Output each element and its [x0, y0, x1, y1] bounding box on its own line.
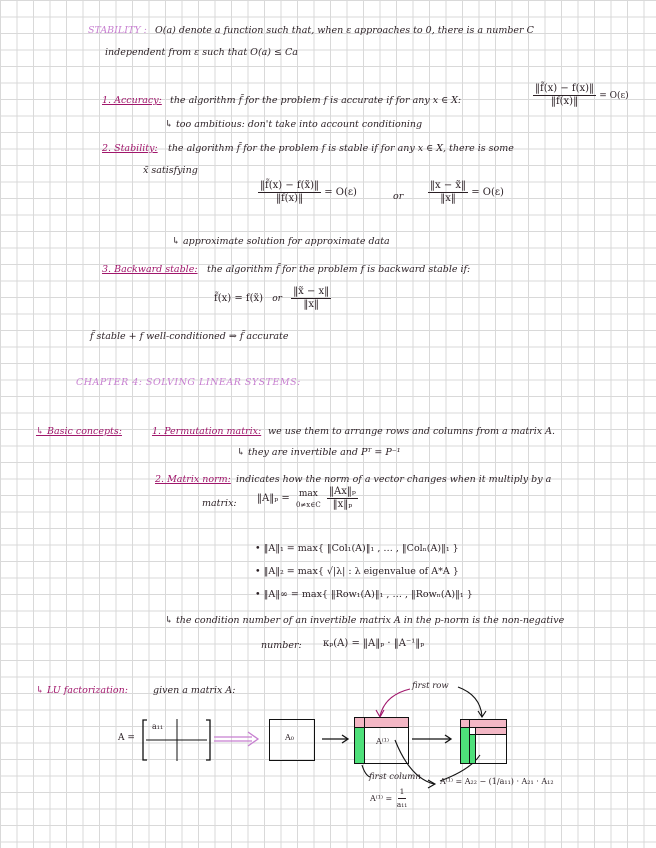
- condition-text-2: number:: [261, 640, 302, 651]
- matrix-norm-text: indicates how the norm of a vector changes when it multiply by a: [236, 474, 552, 485]
- lu-right-box: [460, 719, 507, 764]
- permutation-note: ↳ they are invertible and Pᵀ = P⁻¹: [237, 447, 401, 458]
- accuracy-note: ↳ too ambitious: don't take into account conditioning: [165, 119, 423, 130]
- stability-text-2: x̃ satisfying: [143, 165, 198, 176]
- backward-denominator: ‖x‖: [303, 299, 319, 310]
- stability-denominator-2: ‖x‖: [440, 193, 456, 204]
- condition-text: ↳ the condition number of an invertible matrix A in the p-norm is the non-negative: [165, 615, 565, 626]
- backward-or: or: [272, 294, 282, 304]
- stability-definition-line2: independent from ε such that O(a) ≤ Ca: [105, 47, 298, 58]
- norm-denominator: ‖x‖ₚ: [332, 499, 353, 510]
- lu-col-formula-lhs: A⁽¹⁾ =: [370, 794, 393, 803]
- lu-column-formula: [370, 786, 409, 811]
- lu-first-row-label: first row: [412, 681, 449, 691]
- stability-label: 2. Stability:: [102, 143, 158, 154]
- matrix-norm-text-2: matrix:: [202, 498, 237, 509]
- backward-lhs: f̃(x) = f(x̃): [214, 293, 264, 304]
- accuracy-numerator: ‖f̃(x) − f(x)‖: [535, 83, 595, 94]
- lu-col-formula-num: 1: [398, 786, 407, 799]
- norm-bullet-2: • ‖A‖₂ = max{ √|λ| : λ eigenvalue of A*A }: [255, 566, 459, 577]
- stability-denominator-1: ‖f(x)‖: [275, 193, 304, 204]
- stability-or: or: [393, 191, 404, 202]
- accuracy-label: 1. Accuracy:: [102, 95, 162, 106]
- stability-definition-line1: O(a) denote a function such that, when ε approaches to 0, there is a number C: [155, 25, 534, 36]
- backward-text: the algorithm f̃ for the problem f is backward stable if:: [207, 264, 471, 275]
- matrix-norm-label: 2. Matrix norm:: [155, 474, 231, 485]
- accuracy-denominator: ‖f(x)‖: [550, 96, 579, 107]
- lu-schur-formula: A⁽¹⁾ = A₂₂ − (1/a₁₁) · A₂₁ · A₁₂: [440, 777, 554, 786]
- lu-col-formula-den: a₁₁: [396, 800, 408, 809]
- lu-A-equals: A =: [118, 733, 135, 743]
- backward-summary: f̃ stable + f well-conditioned ⇒ f̃ accurate: [90, 331, 289, 342]
- stability-heading: STABILITY :: [88, 25, 147, 36]
- accuracy-rhs: = O(ε): [599, 91, 629, 101]
- lu-a11: a₁₁: [152, 722, 164, 731]
- norm-max-sub: 0≠x∈C: [295, 500, 321, 509]
- norm-max: max: [298, 488, 318, 499]
- stability-text: the algorithm f̃ for the problem f is stable if for any x ∈ X, there is some: [168, 143, 514, 154]
- lu-A1-label: A⁽¹⁾: [376, 737, 389, 746]
- accuracy-text: the algorithm f̃ for the problem f is accurate if for any x ∈ X:: [170, 95, 462, 106]
- stability-eq-1: = O(ε): [324, 187, 357, 198]
- chapter-heading: CHAPTER 4: SOLVING LINEAR SYSTEMS:: [76, 377, 301, 388]
- norm-bullet-3: • ‖A‖∞ = max{ ‖Row₁(A)‖₁ , … , ‖Rowₙ(A)‖₁ }: [255, 589, 473, 600]
- stability-numerator-2: ‖x − x̃‖: [430, 180, 467, 191]
- stability-eq-2: = O(ε): [471, 187, 504, 198]
- norm-numerator: ‖Ax‖ₚ: [328, 486, 356, 497]
- stability-note: ↳ approximate solution for approximate data: [172, 236, 390, 247]
- lu-label: ↳ LU factorization:: [36, 685, 128, 696]
- condition-formula: κₚ(A) = ‖A‖ₚ · ‖A⁻¹‖ₚ: [323, 638, 425, 649]
- permutation-text: we use them to arrange rows and columns from a matrix A.: [268, 426, 556, 437]
- basic-concepts-label: ↳ Basic concepts:: [36, 426, 122, 437]
- permutation-label: 1. Permutation matrix:: [152, 426, 262, 437]
- norm-bullet-1: • ‖A‖₁ = max{ ‖Col₁(A)‖₁ , … , ‖Colₙ(A)‖₁ }: [255, 543, 459, 554]
- lu-text: given a matrix A:: [153, 685, 236, 696]
- lu-first-column-label: first column: [369, 772, 421, 782]
- backward-numerator: ‖x̃ − x‖: [293, 286, 330, 297]
- lu-A0-label: A₀: [285, 733, 294, 742]
- norm-lhs: ‖A‖ₚ =: [257, 493, 290, 504]
- stability-numerator-1: ‖f̃(x) − f(x̃)‖: [260, 180, 320, 191]
- backward-label: 3. Backward stable:: [102, 264, 198, 275]
